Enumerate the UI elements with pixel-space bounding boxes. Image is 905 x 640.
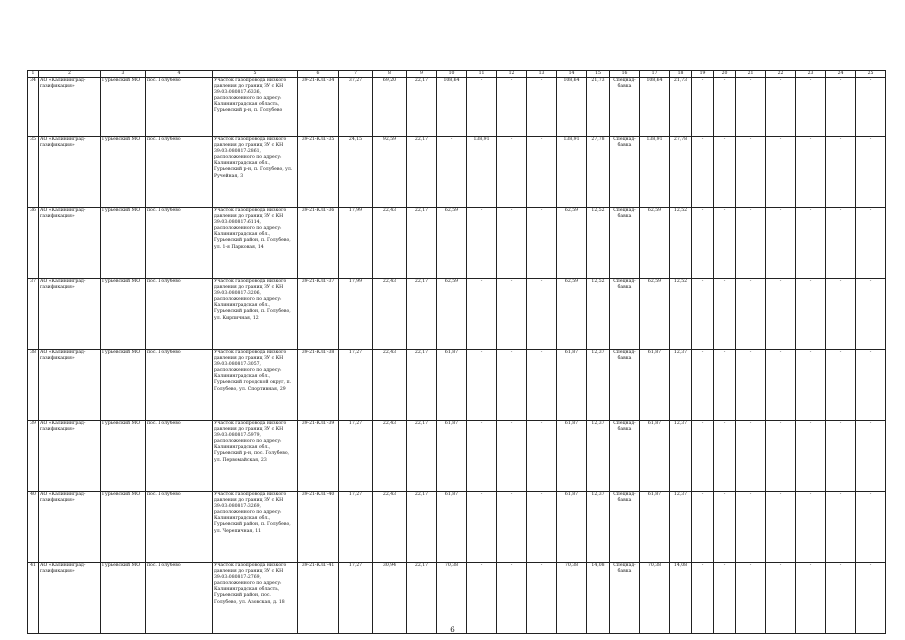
table-cell: 61,87 — [557, 492, 587, 563]
table-cell: 22,17 — [407, 563, 437, 634]
table-cell: - — [766, 421, 796, 492]
table-cell: - — [467, 350, 497, 421]
table-cell: 70,38 — [640, 563, 670, 634]
table-cell: - — [692, 492, 714, 563]
table-cell: 22,17 — [407, 279, 437, 350]
column-number: 6 — [298, 71, 339, 78]
table-cell: Гурьевский МО — [101, 137, 146, 208]
table-cell: 21,73 — [587, 78, 610, 137]
table-cell: Гурьевский МО — [101, 492, 146, 563]
table-cell: 22,43 — [373, 350, 407, 421]
table-cell: 17,99 — [339, 279, 373, 350]
table-cell: - — [826, 137, 856, 208]
table-cell: - — [736, 563, 766, 634]
table-cell: - — [714, 137, 736, 208]
table-cell: - — [796, 492, 826, 563]
table-cell: 39-21-КЛГ-41 — [298, 563, 339, 634]
table-cell: 14,08 — [587, 563, 610, 634]
table-cell: - — [527, 350, 557, 421]
table-cell: 37 — [28, 279, 39, 350]
table-cell: 12,52 — [587, 279, 610, 350]
table-cell: - — [796, 350, 826, 421]
table-cell: - — [527, 137, 557, 208]
table-cell: 61,87 — [557, 350, 587, 421]
table-cell: 22,43 — [373, 208, 407, 279]
table-cell: Спецнад-бавка — [610, 208, 640, 279]
table-cell: 22,17 — [407, 208, 437, 279]
table-cell: - — [497, 421, 527, 492]
table-cell: - — [467, 279, 497, 350]
table-cell: 39-21-КЛГ-39 — [298, 421, 339, 492]
table-cell: 69,20 — [373, 78, 407, 137]
table-cell: - — [467, 78, 497, 137]
column-number: 1 — [28, 71, 39, 78]
table-cell: - — [467, 421, 497, 492]
column-number-row — [28, 71, 886, 78]
table-cell: - — [766, 563, 796, 634]
table-cell: - — [497, 492, 527, 563]
table-cell: Гурьевский МО — [101, 279, 146, 350]
table-cell: - — [497, 208, 527, 279]
table-cell: 12,37 — [587, 421, 610, 492]
table-cell: пос. Голубево — [146, 137, 213, 208]
table-cell: 17,27 — [339, 492, 373, 563]
table-cell: - — [714, 563, 736, 634]
table-cell: Спецнад-бавка — [610, 78, 640, 137]
table-cell: - — [497, 563, 527, 634]
table-cell: 108,64 — [557, 78, 587, 137]
table-cell: 62,59 — [557, 208, 587, 279]
table-cell: 22,17 — [407, 350, 437, 421]
table-cell: - — [856, 492, 886, 563]
table-cell: АО «Калининград-газификация» — [39, 279, 101, 350]
table-cell: АО «Калининград-газификация» — [39, 350, 101, 421]
table-cell: - — [692, 208, 714, 279]
table-cell: 70,38 — [557, 563, 587, 634]
table-cell: - — [736, 137, 766, 208]
table-cell: Спецнад-бавка — [610, 279, 640, 350]
table-cell: 39-21-КЛГ-36 — [298, 208, 339, 279]
table-cell: 108,64 — [640, 78, 670, 137]
table-row — [28, 208, 886, 279]
column-number: 22 — [766, 71, 796, 78]
table-cell: - — [692, 279, 714, 350]
column-number: 23 — [796, 71, 826, 78]
table-cell: 37,27 — [339, 78, 373, 137]
table-cell: - — [826, 421, 856, 492]
table-cell: 62,59 — [437, 208, 467, 279]
table-cell: 17,27 — [339, 421, 373, 492]
table-row — [28, 350, 886, 421]
table-cell: 22,17 — [407, 137, 437, 208]
table-cell: - — [856, 208, 886, 279]
table-cell: - — [527, 279, 557, 350]
table-cell: - — [766, 208, 796, 279]
column-number: 12 — [497, 71, 527, 78]
table-cell: - — [766, 492, 796, 563]
table-cell: - — [766, 78, 796, 137]
table-cell: 138,91 — [467, 137, 497, 208]
table-cell: - — [856, 137, 886, 208]
column-number: 14 — [557, 71, 587, 78]
column-number: 7 — [339, 71, 373, 78]
table-cell: АО «Калининград-газификация» — [39, 208, 101, 279]
table-cell: - — [826, 492, 856, 563]
table-cell: - — [527, 78, 557, 137]
table-cell: - — [714, 421, 736, 492]
table-cell: 62,59 — [437, 279, 467, 350]
table-cell: - — [826, 208, 856, 279]
table-cell: 41 — [28, 563, 39, 634]
table-cell: - — [714, 208, 736, 279]
table-cell: - — [796, 208, 826, 279]
table-cell: - — [856, 78, 886, 137]
table-cell: - — [714, 78, 736, 137]
table-cell: - — [692, 137, 714, 208]
table-cell: 39 — [28, 421, 39, 492]
column-number: 15 — [587, 71, 610, 78]
table-cell: пос. Голубево — [146, 421, 213, 492]
table-cell: пос. Голубево — [146, 492, 213, 563]
table-cell: - — [527, 208, 557, 279]
column-number: 19 — [692, 71, 714, 78]
table-cell: - — [856, 421, 886, 492]
column-number: 9 — [407, 71, 437, 78]
table-cell: 138,91 — [640, 137, 670, 208]
column-number: 20 — [714, 71, 736, 78]
column-number: 17 — [640, 71, 670, 78]
tariff-table — [27, 70, 886, 634]
table-cell: 61,87 — [640, 492, 670, 563]
table-cell: 61,87 — [557, 421, 587, 492]
table-cell: 21,73 — [670, 78, 692, 137]
table-cell: 138,91 — [557, 137, 587, 208]
table-cell: АО «Калининград-газификация» — [39, 421, 101, 492]
table-row — [28, 78, 886, 137]
table-cell: - — [692, 421, 714, 492]
table-cell: 39-21-КЛГ-38 — [298, 350, 339, 421]
table-cell: 12,52 — [670, 279, 692, 350]
table-row — [28, 563, 886, 634]
table-cell: 92,59 — [373, 137, 407, 208]
table-cell: 12,52 — [587, 208, 610, 279]
column-number: 11 — [467, 71, 497, 78]
table-cell: 62,59 — [640, 279, 670, 350]
table-cell: Участок газопровода низкого давления до границ ЗУ с КН 39:03:080817:3206, расположенного по адресу: Калининградская обл., Гурьевский район, п. Голубево, ул. Кирпичная, 12 — [213, 279, 298, 350]
column-number: 5 — [213, 71, 298, 78]
table-cell: 22,17 — [407, 78, 437, 137]
table-cell: 62,59 — [640, 208, 670, 279]
table-cell: - — [736, 78, 766, 137]
table-cell: 12,37 — [670, 421, 692, 492]
table-cell: 12,37 — [587, 492, 610, 563]
table-cell: - — [736, 350, 766, 421]
table-cell: 39-21-КЛГ-35 — [298, 137, 339, 208]
table-cell: - — [497, 350, 527, 421]
table-cell: - — [796, 563, 826, 634]
column-number: 25 — [856, 71, 886, 78]
table-cell: - — [736, 492, 766, 563]
table-cell: - — [497, 78, 527, 137]
table-row — [28, 421, 886, 492]
table-cell: Гурьевский МО — [101, 208, 146, 279]
table-cell: - — [826, 279, 856, 350]
table-cell: - — [692, 78, 714, 137]
table-cell: - — [796, 78, 826, 137]
table-cell: 24,15 — [339, 137, 373, 208]
column-number: 24 — [826, 71, 856, 78]
table-cell: 27,78 — [670, 137, 692, 208]
table-cell: 22,43 — [373, 492, 407, 563]
table-cell: Спецнад-бавка — [610, 421, 640, 492]
table-cell: Участок газопровода низкого давления до границ ЗУ с КН 39:03:080817:2769, расположенного по адресу: Калининградская область, Гурьевский район, пос. Голубево, ул. Азовская, д. 18 — [213, 563, 298, 634]
table-cell: Участок газопровода низкого давления до границ ЗУ с КН 39:03:080817:6114, расположенного по адресу: Калининградская обл., Гурьевский район, п. Голубево, ул. 1-я Парковая, 14 — [213, 208, 298, 279]
table-cell: 70,38 — [437, 563, 467, 634]
table-cell: - — [796, 137, 826, 208]
table-cell: - — [766, 279, 796, 350]
table-cell: АО «Калининград-газификация» — [39, 78, 101, 137]
table-cell: Участок газопровода низкого давления до границ ЗУ с КН 39:03:080817:3057, расположенного по адресу: Калининградская обл., Гурьевский городской округ, п. Голубево, ул. Спортивная, 29 — [213, 350, 298, 421]
page-number: 6 — [450, 626, 455, 634]
table-cell: 61,87 — [437, 350, 467, 421]
column-number: 2 — [39, 71, 101, 78]
table-cell: 27,78 — [587, 137, 610, 208]
table-cell: 61,87 — [437, 492, 467, 563]
table-cell: - — [826, 78, 856, 137]
table-cell: - — [736, 421, 766, 492]
table-row — [28, 137, 886, 208]
table-cell: - — [692, 563, 714, 634]
table-cell: 14,08 — [670, 563, 692, 634]
column-number: 18 — [670, 71, 692, 78]
table-cell: пос. Голубево — [146, 78, 213, 137]
table-cell: 61,87 — [437, 421, 467, 492]
table-cell: Спецнад-бавка — [610, 137, 640, 208]
table-cell: 22,43 — [373, 279, 407, 350]
table-cell: - — [467, 563, 497, 634]
table-cell: 12,52 — [670, 208, 692, 279]
table-cell: 30,94 — [373, 563, 407, 634]
table-cell: Участок газопровода низкого давления до границ ЗУ с КН 39:03:080817:5979, расположенного по адресу: Калининградская обл., Гурьевский р-н, пос. Голубево, ул. Первомайская, 23 — [213, 421, 298, 492]
column-number: 21 — [736, 71, 766, 78]
table-cell: пос. Голубево — [146, 208, 213, 279]
table-cell: - — [826, 350, 856, 421]
table-cell: пос. Голубево — [146, 279, 213, 350]
table-cell: 108,64 — [437, 78, 467, 137]
table-cell: Спецнад-бавка — [610, 492, 640, 563]
table-cell: - — [856, 350, 886, 421]
table-cell: 61,87 — [640, 421, 670, 492]
table-cell: - — [497, 137, 527, 208]
table-cell: пос. Голубево — [146, 563, 213, 634]
table-cell: 35 — [28, 137, 39, 208]
table-row — [28, 492, 886, 563]
column-number: 10 — [437, 71, 467, 78]
table-cell: 17,27 — [339, 350, 373, 421]
table-cell: - — [736, 208, 766, 279]
table-cell: Спецнад-бавка — [610, 350, 640, 421]
table-cell: 39-21-КЛГ-40 — [298, 492, 339, 563]
table-cell: 39-21-КЛГ-34 — [298, 78, 339, 137]
column-number: 4 — [146, 71, 213, 78]
table-cell: Гурьевский МО — [101, 563, 146, 634]
table-cell: - — [736, 279, 766, 350]
table-cell: пос. Голубево — [146, 350, 213, 421]
table-cell: Гурьевский МО — [101, 78, 146, 137]
table-cell: - — [497, 279, 527, 350]
table-cell: - — [766, 350, 796, 421]
table-cell: - — [714, 279, 736, 350]
table-cell: - — [527, 563, 557, 634]
table-cell: 39-21-КЛГ-37 — [298, 279, 339, 350]
table-cell: - — [437, 137, 467, 208]
column-number: 3 — [101, 71, 146, 78]
table-cell: АО «Калининград-газификация» — [39, 137, 101, 208]
table-cell: 17,27 — [339, 563, 373, 634]
table-cell: Участок газопровода низкого давления до границ ЗУ с КН 39:03:080817:3269, расположенного по адресу: Калининградская обл., Гурьевский район, п. Голубево, ул. Черепичная, 11 — [213, 492, 298, 563]
table-cell: 34 — [28, 78, 39, 137]
column-number: 16 — [610, 71, 640, 78]
column-number: 8 — [373, 71, 407, 78]
table-cell: 22,43 — [373, 421, 407, 492]
table-cell: - — [856, 279, 886, 350]
table-row — [28, 279, 886, 350]
table-cell: 17,99 — [339, 208, 373, 279]
table-cell: - — [714, 350, 736, 421]
table-cell: 62,59 — [557, 279, 587, 350]
table-cell: Участок газопровода низкого давления до границ ЗУ с КН 39:03:080817:6336, расположенного по адресу: Калининградская область, Гурьевский р-н, п. Голубево — [213, 78, 298, 137]
table-cell: 36 — [28, 208, 39, 279]
table-cell: 22,17 — [407, 421, 437, 492]
table-cell: 12,37 — [587, 350, 610, 421]
table-cell: - — [796, 421, 826, 492]
table-cell: 12,37 — [670, 492, 692, 563]
table-cell: - — [766, 137, 796, 208]
table-cell: Участок газопровода низкого давления до границ ЗУ с КН 39:03:080817:2861, расположенного по адресу: Калининградская обл., Гурьевский р-н, п. Голубево, ул. Ручейная, 3 — [213, 137, 298, 208]
table-cell: 61,87 — [640, 350, 670, 421]
table-cell: 22,17 — [407, 492, 437, 563]
table-cell: - — [527, 421, 557, 492]
table-cell: - — [692, 350, 714, 421]
table-cell: - — [714, 492, 736, 563]
table-cell: - — [856, 563, 886, 634]
table-cell: - — [796, 279, 826, 350]
column-number: 13 — [527, 71, 557, 78]
table-cell: Гурьевский МО — [101, 421, 146, 492]
table-cell: - — [527, 492, 557, 563]
table-cell: - — [826, 563, 856, 634]
table-cell: 40 — [28, 492, 39, 563]
table-cell: - — [467, 492, 497, 563]
table-body — [28, 78, 886, 634]
table-cell: Спецнад-бавка — [610, 563, 640, 634]
table-cell: Гурьевский МО — [101, 350, 146, 421]
table-cell: - — [467, 208, 497, 279]
table-cell: АО «Калининград-газификация» — [39, 492, 101, 563]
table-cell: 38 — [28, 350, 39, 421]
table-cell: 12,37 — [670, 350, 692, 421]
table-cell: АО «Калининград-газификация» — [39, 563, 101, 634]
